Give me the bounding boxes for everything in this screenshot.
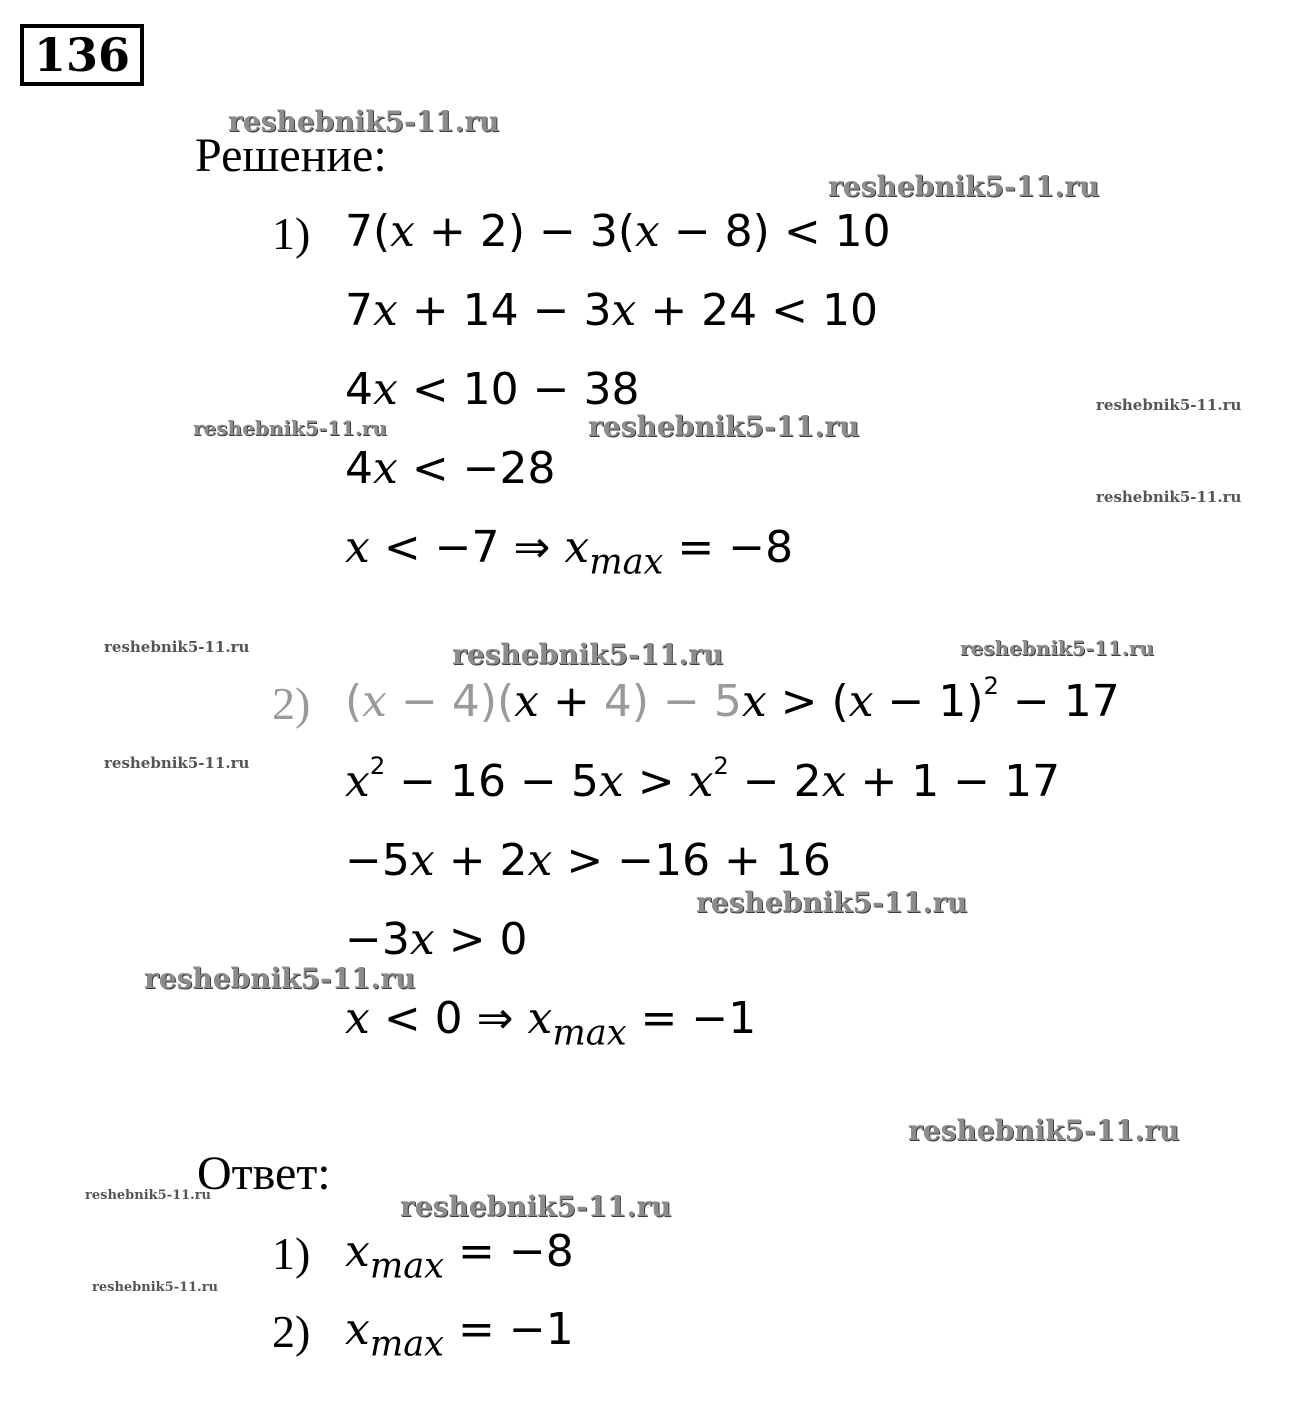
answer1-number: 1) bbox=[272, 1228, 311, 1279]
part2-line-3: −5x + 2x > −16 + 16 bbox=[345, 835, 831, 886]
part1-line-2: 7x + 14 − 3x + 24 < 10 bbox=[345, 285, 878, 336]
part1-line-5: x < −7 ⇒ $x_{max} = -8$ bbox=[345, 522, 794, 583]
watermark: reshebnik5-11.ru bbox=[1096, 396, 1242, 414]
watermark: reshebnik5-11.ru bbox=[104, 638, 250, 656]
part2-number: 2) bbox=[272, 678, 311, 729]
problem-number: 136 bbox=[33, 28, 131, 82]
part2-line-2: $x^2 - 16 - 5x > x^2 - 2x + 1 - 17$ bbox=[345, 752, 1061, 807]
answer2-value: $x_{max} = -1$ bbox=[345, 1304, 574, 1365]
answer-heading: Ответ: bbox=[197, 1147, 331, 1200]
answer2-number: 2) bbox=[272, 1306, 311, 1357]
watermark: reshebnik5-11.ru bbox=[1096, 488, 1242, 506]
watermark: reshebnik5-11.ru bbox=[696, 886, 968, 919]
watermark: reshebnik5-11.ru bbox=[228, 105, 500, 138]
part1-line-3: 4x < 10 − 38 bbox=[345, 364, 640, 415]
problem-number-box bbox=[20, 24, 144, 86]
watermark: reshebnik5-11.ru bbox=[588, 410, 860, 443]
watermark: reshebnik5-11.ru bbox=[828, 170, 1100, 203]
part1-line-4: 4x < −28 bbox=[345, 443, 556, 494]
answer1-value: $x_{max} = -8$ bbox=[345, 1226, 574, 1287]
part1-line-1: 7(x + 2) − 3(x − 8) < 10 bbox=[345, 206, 891, 257]
watermark: reshebnik5-11.ru bbox=[85, 1188, 212, 1203]
part2-line-5: x < 0 ⇒ $x_{max} = -1$ bbox=[345, 993, 757, 1054]
watermark: reshebnik5-11.ru bbox=[193, 416, 387, 440]
solution-heading: Решение: bbox=[195, 129, 387, 182]
watermark: reshebnik5-11.ru bbox=[400, 1190, 672, 1223]
watermark: reshebnik5-11.ru bbox=[144, 962, 416, 995]
watermark: reshebnik5-11.ru bbox=[92, 1280, 219, 1295]
part2-line-4: −3x > 0 bbox=[345, 914, 528, 965]
watermark: reshebnik5-11.ru bbox=[452, 638, 724, 671]
part2-line-1: $(x - 4)(x + 4) - 5x > (x - 1)^2 - 17$ bbox=[345, 672, 1120, 727]
part1-number: 1) bbox=[272, 208, 311, 259]
watermark: reshebnik5-11.ru bbox=[104, 754, 250, 772]
watermark: reshebnik5-11.ru bbox=[960, 636, 1154, 660]
watermark: reshebnik5-11.ru bbox=[908, 1114, 1180, 1147]
